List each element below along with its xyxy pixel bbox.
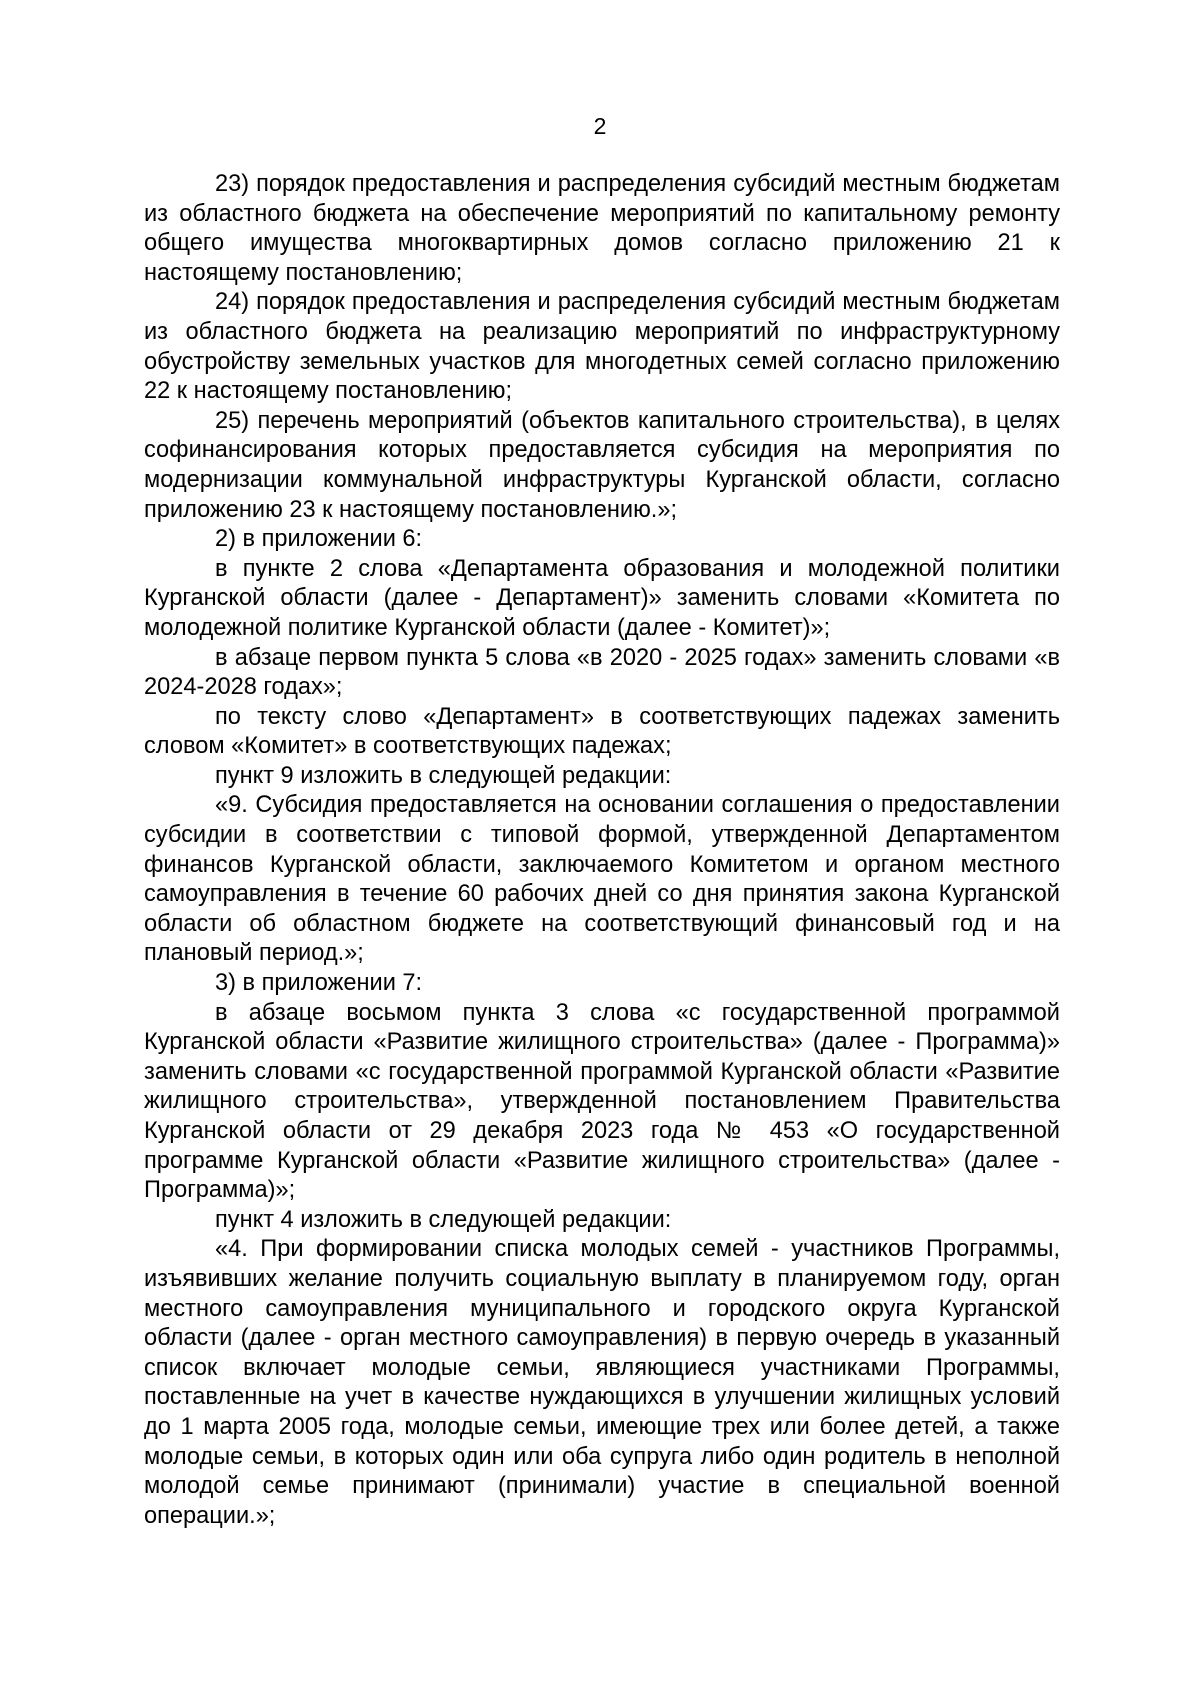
paragraph-appendix-7-point-3: в абзаце восьмом пункта 3 слова «с государственной программой Курганской области «Развитие жилищного строительства» (далее - Программа)» заменить словами «с государственной программой Курганской области «Развитие жилищного строительства», утвержденной постановлением Правительства Курганской области от 29 декабря 2023 года № 453 «О государственной программе Курганской области «Развитие жилищного строительства» (далее - Программа)»;: [144, 999, 1060, 1204]
paragraph-appendix-7-heading: 3) в приложении 7:: [215, 970, 423, 997]
paragraph-appendix-6-text-replace: по тексту слово «Департамент» в соответствующих падежах заменить словом «Комитет» в соответствующих падежах;: [144, 703, 1060, 760]
document-body: [144, 170, 1060, 1531]
paragraph-appendix-6-point-9-intro: пункт 9 изложить в следующей редакции:: [215, 762, 672, 789]
paragraph-appendix-7-point-4-text: «4. При формировании списка молодых семей - участников Программы, изъявивших желание получить социальную выплату в планируемом году, орган местного самоуправления муниципального и городского округа Курганской области (далее - орган местного самоуправления) в первую очередь в указанный список включает молодые семьи, являющиеся участниками Программы, поставленные на учет в качестве нуждающихся в улучшении жилищных условий до 1 марта 2005 года, молодые семьи, имеющие трех или более детей, а также молодые семьи, в которых один или оба супруга либо один родитель в неполной молодой семье принимают (принимали) участие в специальной военной операции.»;: [144, 1236, 1060, 1529]
paragraph-appendix-6-point-5: в абзаце первом пункта 5 слова «в 2020 - 2025 годах» заменить словами «в 2024-2028 годах»;: [144, 644, 1060, 701]
paragraph-item-23: 23) порядок предоставления и распределения субсидий местным бюджетам из областного бюджета на обеспечение мероприятий по капитальному ремонту общего имущества многоквартирных домов согласно приложению 21 к настоящему постановлению;: [144, 171, 1060, 286]
paragraph-appendix-6-point-2: в пункте 2 слова «Департамента образования и молодежной политики Курганской области (далее - Департамент)» заменить словами «Комитета по молодежной политике Курганской области (далее - Комитет)»;: [144, 555, 1060, 641]
paragraph-appendix-6-heading: 2) в приложении 6:: [215, 526, 423, 553]
paragraph-appendix-6-point-9-text: «9. Субсидия предоставляется на основании соглашения о предоставлении субсидии в соответствии с типовой формой, утвержденной Департаментом финансов Курганской области, заключаемого Комитетом и органом местного самоуправления в течение 60 рабочих дней со дня принятия закона Курганской области об областном бюджете на соответствующий финансовый год и на плановый период.»;: [144, 792, 1060, 967]
paragraph-appendix-7-point-4-intro: пункт 4 изложить в следующей редакции:: [215, 1206, 672, 1233]
paragraph-item-24: 24) порядок предоставления и распределения субсидий местным бюджетам из областного бюджета на реализацию мероприятий по инфраструктурному обустройству земельных участков для многодетных семей согласно приложению 22 к настоящему постановлению;: [144, 289, 1060, 405]
paragraph-item-25: 25) перечень мероприятий (объектов капитального строительства), в целях софинансирования которых предоставляется субсидия на мероприятия по модернизации коммунальной инфраструктуры Курганской области, согласно приложению 23 к настоящему постановлению.»;: [144, 407, 1060, 523]
page-number: 2: [593, 113, 607, 139]
